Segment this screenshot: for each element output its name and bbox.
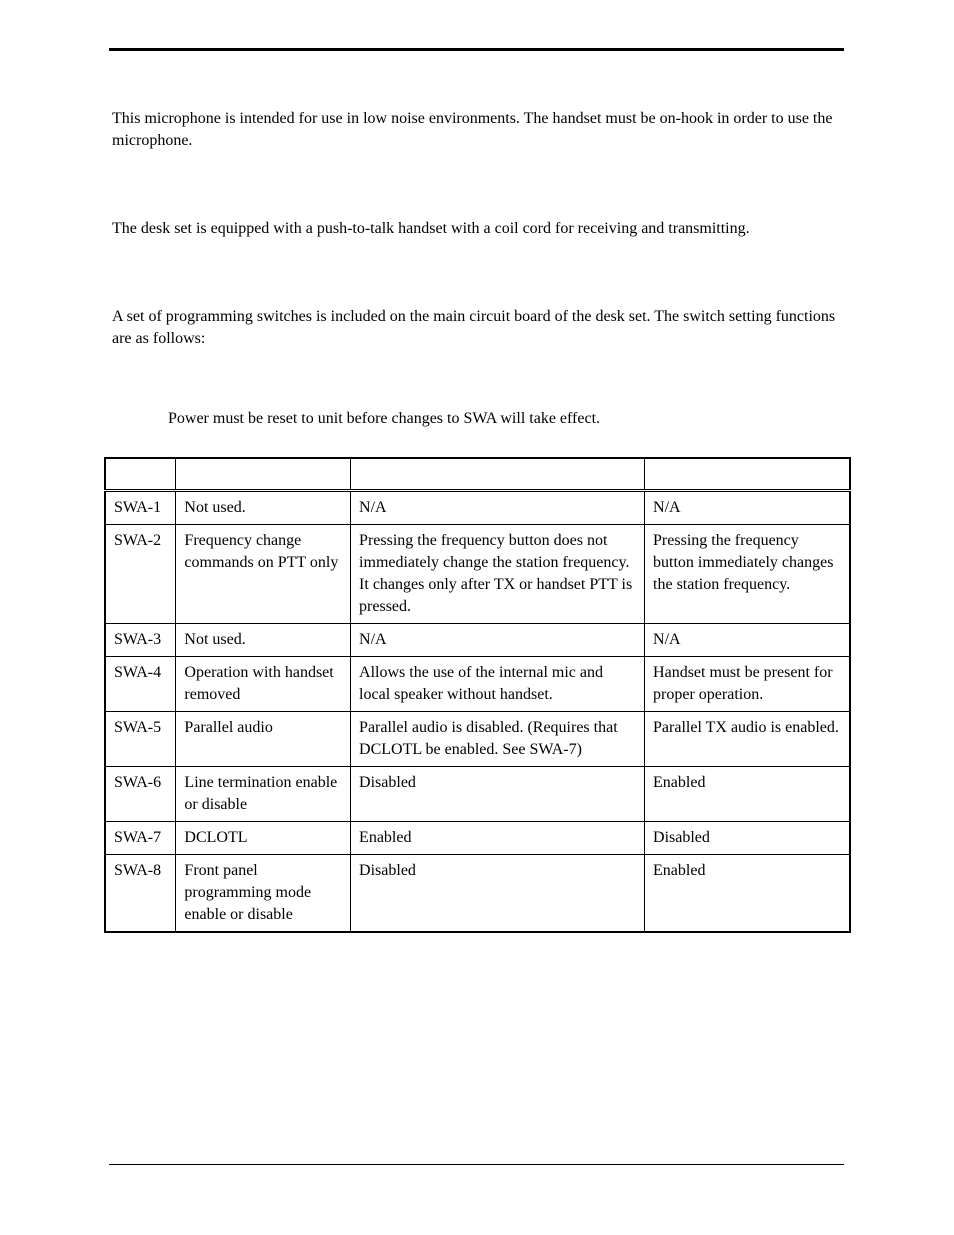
switch-function: Frequency change commands on PTT only xyxy=(176,525,351,624)
switch-id: SWA-4 xyxy=(105,657,176,712)
switch-on-setting: Allows the use of the internal mic and local speaker without handset. xyxy=(351,657,645,712)
switch-off-setting: N/A xyxy=(645,624,850,657)
switch-function: Operation with handset removed xyxy=(176,657,351,712)
table-row xyxy=(105,624,850,657)
microphone-paragraph: This microphone is intended for use in low noise environments. The handset must be on-hook in order to use the microphone. xyxy=(112,110,833,149)
switch-off-setting: N/A xyxy=(645,491,850,525)
switch-function: Parallel audio xyxy=(176,712,351,767)
switch-on-setting: Parallel audio is disabled. (Requires that DCLOTL be enabled. See SWA-7) xyxy=(351,712,645,767)
switch-off-setting: Handset must be present for proper operation. xyxy=(645,657,850,712)
switch-off-setting: Pressing the frequency button immediately changes the station frequency. xyxy=(645,525,850,624)
switch-settings-table xyxy=(104,457,851,933)
table-row xyxy=(105,822,850,855)
header-function xyxy=(176,458,351,491)
switch-id: SWA-1 xyxy=(105,491,176,525)
switch-on-setting: Disabled xyxy=(351,767,645,822)
header-setting-on xyxy=(351,458,645,491)
switch-id: SWA-8 xyxy=(105,855,176,933)
table-row xyxy=(105,712,850,767)
handset-paragraph: The desk set is equipped with a push-to-talk handset with a coil cord for receiving and transmitting. xyxy=(112,220,750,237)
table-row xyxy=(105,491,850,525)
table-row xyxy=(105,767,850,822)
switch-id: SWA-6 xyxy=(105,767,176,822)
switch-on-setting: N/A xyxy=(351,624,645,657)
switch-function: Front panel programming mode enable or disable xyxy=(176,855,351,933)
table-header-row xyxy=(105,458,850,491)
switch-on-setting: Disabled xyxy=(351,855,645,933)
table-row xyxy=(105,525,850,624)
switch-on-setting: Enabled xyxy=(351,822,645,855)
switch-id: SWA-2 xyxy=(105,525,176,624)
switch-off-setting: Enabled xyxy=(645,767,850,822)
swa-reset-note: Power must be reset to unit before changes to SWA will take effect. xyxy=(168,410,601,427)
switches-paragraph: A set of programming switches is included on the main circuit board of the desk set. The switch setting functions are as follows: xyxy=(112,308,836,347)
switch-function: Not used. xyxy=(176,491,351,525)
switch-on-setting: N/A xyxy=(351,491,645,525)
switch-off-setting: Parallel TX audio is enabled. xyxy=(645,712,850,767)
table-row xyxy=(105,657,850,712)
header-switch xyxy=(105,458,176,491)
switch-off-setting: Enabled xyxy=(645,855,850,933)
header-rule xyxy=(109,48,844,51)
switch-function: Line termination enable or disable xyxy=(176,767,351,822)
header-setting-off xyxy=(645,458,850,491)
table-row xyxy=(105,855,850,933)
switch-id: SWA-7 xyxy=(105,822,176,855)
switch-id: SWA-5 xyxy=(105,712,176,767)
switch-function: DCLOTL xyxy=(176,822,351,855)
footer-rule xyxy=(109,1164,844,1165)
switch-on-setting: Pressing the frequency button does not immediately change the station frequency. It changes only after TX or handset PTT is pressed. xyxy=(351,525,645,624)
switch-id: SWA-3 xyxy=(105,624,176,657)
switch-function: Not used. xyxy=(176,624,351,657)
switch-off-setting: Disabled xyxy=(645,822,850,855)
